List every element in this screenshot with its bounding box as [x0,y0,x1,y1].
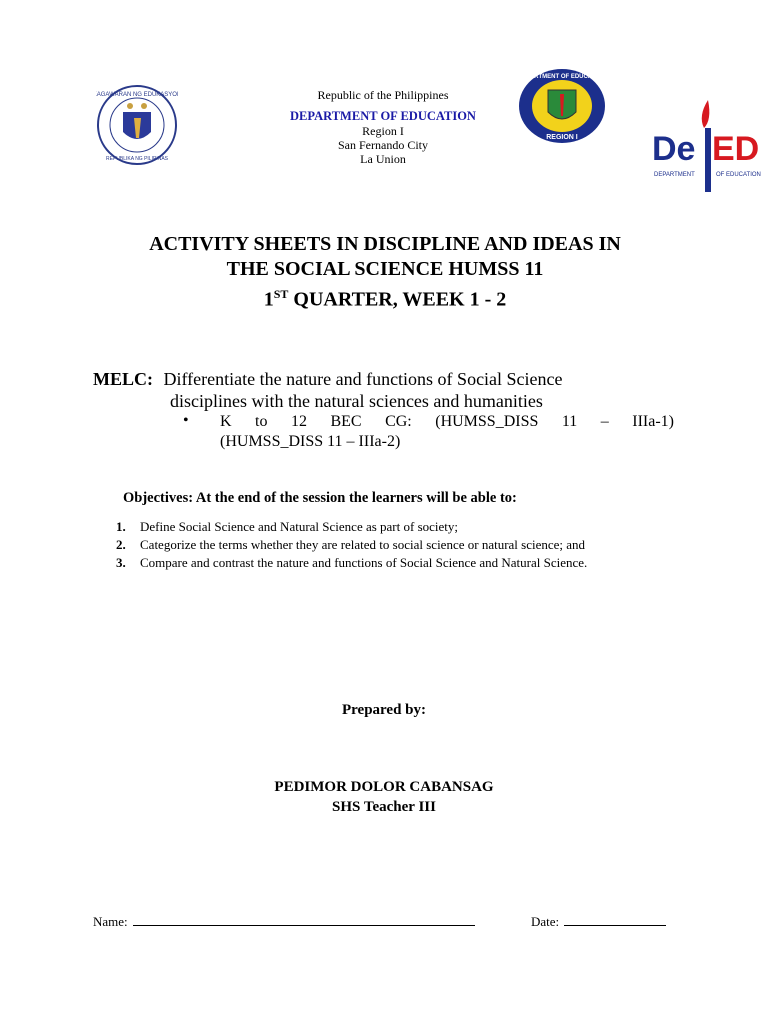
objectives-list [116,518,587,572]
objective-text: Define Social Science and Natural Science as part of society; [140,519,459,534]
svg-text:REPUBLIKA NG PILIPINAS: REPUBLIKA NG PILIPINAS [106,156,168,162]
preparer-name: PEDIMOR DOLOR CABANSAG [274,779,494,795]
prepared-by-label: Prepared by: [341,702,427,718]
melc-code-2: (HUMSS_DISS 11 – IIIa-2) [220,433,401,450]
date-field[interactable] [564,925,666,926]
department-text: DEPARTMENT OF EDUCATION [290,109,476,123]
svg-text:De: De [652,130,696,168]
kagawaran-seal-logo [96,84,178,166]
objective-number: 1. [116,519,126,534]
objectives-heading: Objectives: At the end of the session the learners will be able to: [123,490,517,506]
objective-item [116,518,587,536]
preparer-position: SHS Teacher III [332,799,436,815]
objective-number: 2. [116,537,126,552]
objective-item [116,536,587,554]
region-seal-logo [518,68,606,144]
province-text: La Union [360,152,406,166]
title-line-1: ACTIVITY SHEETS IN DISCIPLINE AND IDEAS IN [149,233,621,255]
document-title [60,232,710,313]
name-field[interactable] [133,925,475,926]
svg-text:REGION I: REGION I [546,134,578,141]
deped-logo [650,98,768,194]
title-line-3 [60,282,710,313]
region-text: Region I [362,124,404,138]
objective-text: Compare and contrast the nature and functions of Social Science and Natural Science. [140,555,588,570]
svg-text:KAGAWARAN NG EDUKASYON: KAGAWARAN NG EDUKASYON [96,92,178,98]
svg-text:ED: ED [712,130,760,168]
objective-text: Categorize the terms whether they are related to social science or natural science; and [140,537,586,552]
melc-label: MELC: [93,369,153,389]
quarter-number: 1 [263,288,274,311]
svg-text:DEPARTMENT OF EDUCATION: DEPARTMENT OF EDUCATION [518,74,606,80]
name-label: Name: [93,914,128,929]
svg-text:DEPARTMENT: DEPARTMENT [654,172,695,178]
melc-section [93,368,693,412]
objective-number: 3. [116,555,126,570]
quarter-ordinal: ST [273,287,289,301]
melc-line-1: Differentiate the nature and functions of Social Science [163,369,563,389]
city-text: San Fernando City [338,138,428,152]
svg-text:OF EDUCATION: OF EDUCATION [716,172,761,178]
title-line-2: THE SOCIAL SCIENCE HUMSS 11 [226,258,544,280]
republic-text: Republic of the Philippines [317,88,449,102]
objective-item [116,554,587,572]
bullet-icon: • [183,412,189,429]
quarter-week: QUARTER, WEEK 1 - 2 [288,288,507,311]
melc-code-1: K to 12 BEC CG: (HUMSS_DISS 11 – IIIa-1) [220,413,674,430]
melc-line-2: disciplines with the natural sciences and humanities [170,391,543,411]
date-label: Date: [531,914,560,929]
